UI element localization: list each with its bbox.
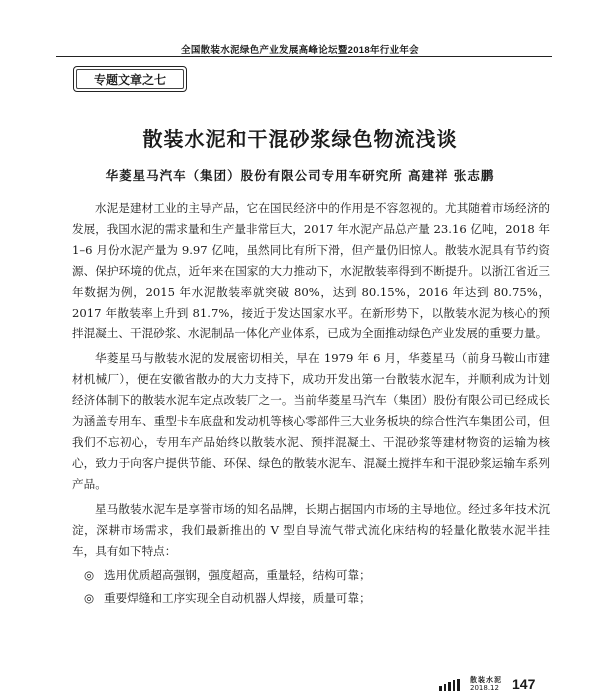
page-number: 147: [512, 676, 536, 692]
journal-mark: [470, 676, 502, 692]
bullet-item: [72, 565, 550, 586]
header-rule: [56, 56, 552, 57]
paragraph: 华菱星马与散装水泥的发展密切相关，早在 1979 年 6 月，华菱星马（前身马鞍山市建材机械厂），便在安徽省散办的大力支持下，成功开发出第一台散装水泥车，并顺利成为计划经济体制下的散装水泥车定点改装厂之一。当前华菱星马汽车（集团）股份有限公司已经成长为涵盖专用车、重型卡车底盘和发动机等核心零部件三大业务板块的综合性汽车集团公司，但我们不忘初心，专用车产品始终以散装水泥、预拌混凝土、干混砂浆等建材物资的运输为核心，致力于向客户提供节能、环保、绿色的散装水泥车、混凝土搅拌车和干混砂浆运输车系列产品。: [72, 351, 550, 491]
bullet-marker: ◎: [84, 568, 95, 583]
section-badge-label: 专题文章之七: [93, 72, 166, 87]
journal-name: 散装水泥: [470, 676, 502, 684]
journal-issue: 2018.12: [470, 684, 499, 692]
bullet-item: [72, 588, 550, 609]
footer-bars-decoration: [439, 679, 460, 691]
article-body: [72, 198, 550, 611]
running-header: 全国散装水泥绿色产业发展高峰论坛暨2018年行业年会: [181, 45, 419, 56]
bullet-text: 选用优质超高强钢，强度超高，重量轻，结构可靠；: [104, 568, 371, 583]
article-title: 散装水泥和干混砂浆绿色物流浅谈: [142, 127, 458, 151]
bullet-marker: ◎: [84, 591, 95, 606]
author-byline: 华菱星马汽车（集团）股份有限公司专用车研究所 高建祥 张志鹏: [105, 168, 495, 183]
bullet-text: 重要焊缝和工序实现全自动机器人焊接，质量可靠；: [104, 591, 371, 606]
paragraph: 水泥是建材工业的主导产品，它在国民经济中的作用是不容忽视的。尤其随着市场经济的发展，我国水泥的需求量和生产量非常巨大，2017 年水泥产品总产量 23.16 亿吨，2018 年 1–6 月份水泥产量为 9.97 亿吨，虽然同比有所下滑，但产量仍旧惊人。散装水泥具有节约资源、保护环境的优点，近年来在国家的大力推动下，水泥散装率得到不断提升。以浙江省近三年数据为例，2015 年水泥散装率就突破 80%，达到 80.15%，2016 年达到 80.75%，2017 年散装率上升到 81.7%，接近于发达国家水平。在新形势下，以散装水泥为核心的预拌混凝土、干混砂浆、水泥制品一体化产业体系，已成为全面推动绿色产业发展的重要力量。: [72, 201, 550, 341]
paragraph: 星马散装水泥车是享誉市场的知名品牌，长期占据国内市场的主导地位。经过多年技术沉淀，深耕市场需求，我们最新推出的 V 型自导流气带式流化床结构的轻量化散装水泥半挂车，具有如下特点：: [72, 501, 550, 558]
section-badge: [73, 66, 187, 92]
